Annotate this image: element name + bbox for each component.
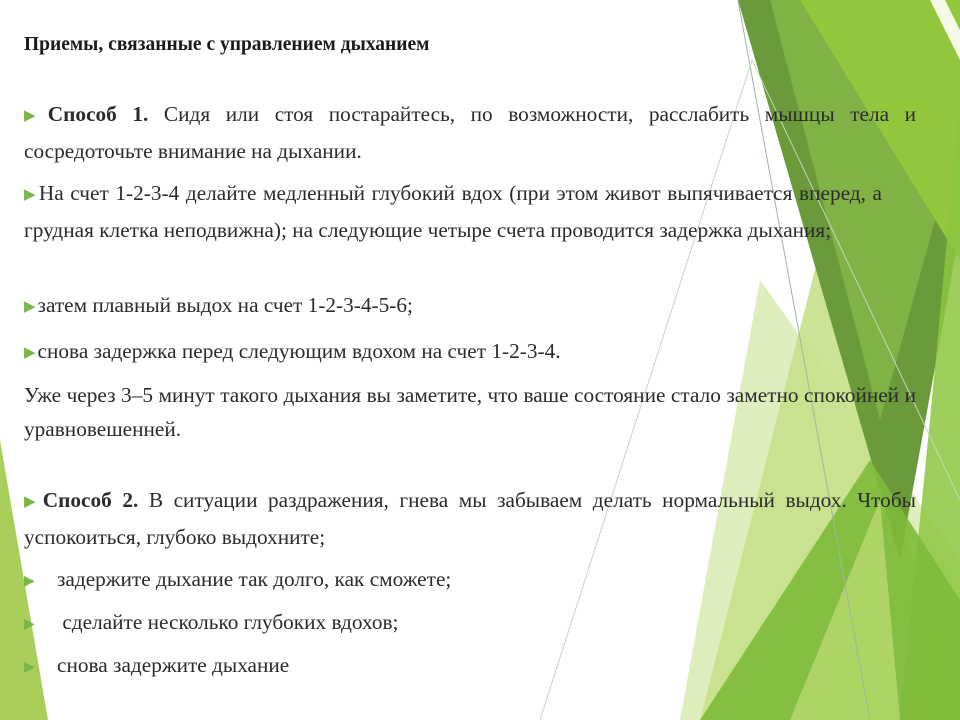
step1-paragraph bbox=[24, 176, 882, 247]
sub1-text: задержите дыхание так долго, как сможете; bbox=[57, 567, 452, 591]
sub3-text: снова задержите дыхание bbox=[57, 653, 290, 677]
bullet-arrow-icon: ▶ bbox=[24, 108, 46, 124]
step1-text: На счет 1-2-3-4 делайте медленный глубокий вдох (при этом живот выпячивается вперед, а грудная клетка неподвижна); на следующие четыре счета проводится задержка дыхания; bbox=[24, 181, 882, 242]
result-paragraph: Уже через 3–5 минут такого дыхания вы заметите, что ваше состояние стало заметно спокойней и уравновешенней. bbox=[24, 383, 916, 441]
bullet-arrow-icon: ▶ bbox=[24, 299, 36, 315]
step3-paragraph bbox=[24, 334, 916, 371]
method2-text: В ситуации раздражения, гнева мы забываем делать нормальный выдох. Чтобы успокоиться, глубоко выдохните; bbox=[24, 488, 916, 549]
method1-label: Способ 1. bbox=[47, 102, 149, 126]
method2-label: Способ 2. bbox=[42, 488, 139, 512]
step2-text: затем плавный выдох на счет 1-2-3-4-5-6; bbox=[37, 293, 413, 317]
bullet-arrow-icon: ▶ bbox=[24, 345, 36, 361]
step3-text: снова задержка перед следующим вдохом на счет 1-2-3-4. bbox=[37, 339, 561, 363]
sub3-item bbox=[24, 648, 916, 686]
bullet-arrow-icon: ▶ bbox=[24, 617, 35, 632]
sub1-item bbox=[24, 562, 916, 600]
sub2-text: сделайте несколько глубоких вдохов; bbox=[57, 610, 399, 634]
bullet-arrow-icon: ▶ bbox=[24, 187, 37, 203]
bullet-arrow-icon: ▶ bbox=[24, 494, 41, 510]
slide-title: Приемы, связанные с управлением дыханием bbox=[24, 34, 430, 55]
method2-paragraph bbox=[24, 483, 916, 554]
step2-paragraph bbox=[24, 288, 916, 325]
sub2-item bbox=[24, 605, 916, 643]
method1-text: Сидя или стоя постарайтесь, по возможности, расслабить мышцы тела и сосредоточьте внимание на дыхании. bbox=[24, 102, 916, 163]
method1-paragraph bbox=[24, 97, 916, 168]
bullet-arrow-icon: ▶ bbox=[24, 574, 35, 589]
bullet-arrow-icon: ▶ bbox=[24, 660, 35, 675]
